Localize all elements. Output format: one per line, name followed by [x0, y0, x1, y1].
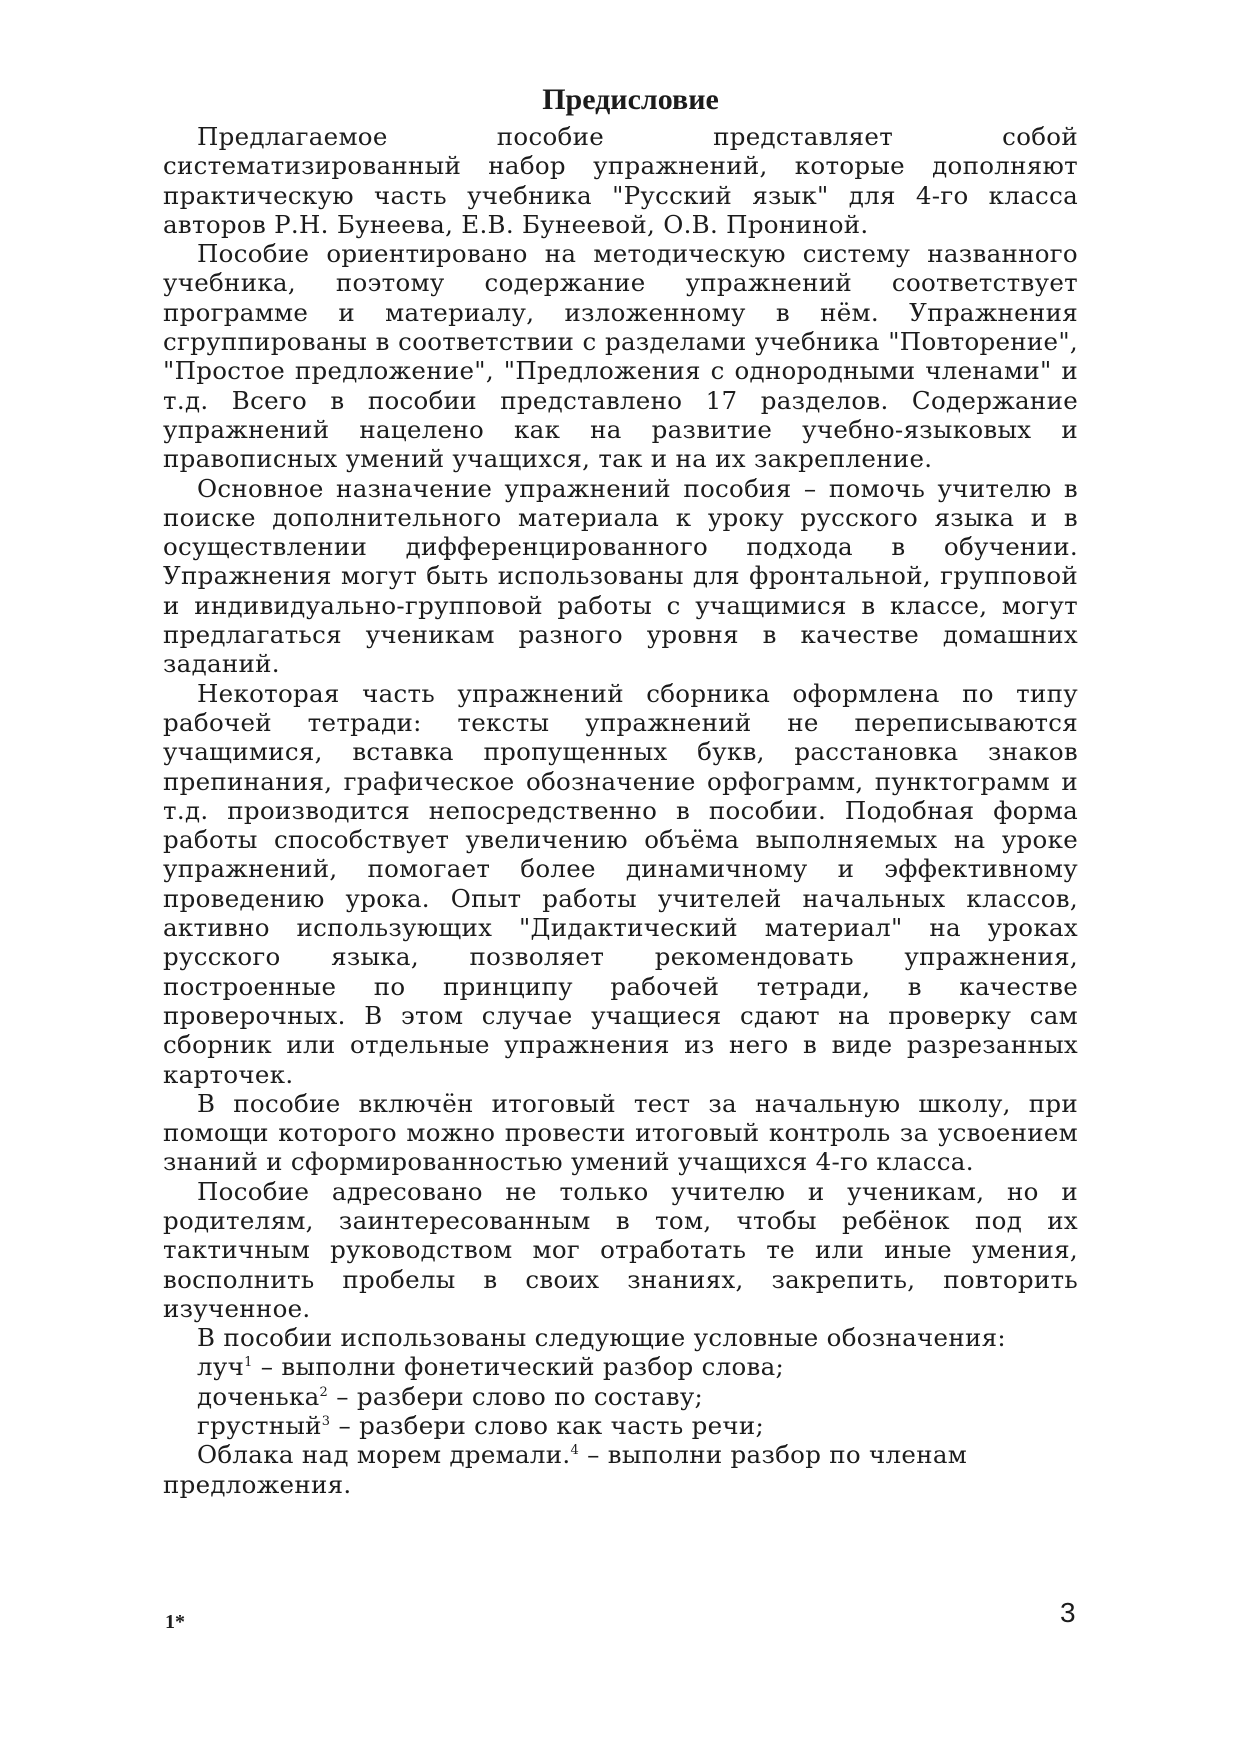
paragraph-7: В пособии использованы следующие условные обозначения:: [197, 1323, 1006, 1353]
legend-word: доченька: [197, 1381, 320, 1411]
legend-text: – разбери слово по составу;: [328, 1381, 704, 1411]
paragraph-5: В пособие включён итоговый тест за начальную школу, при помощи которого можно провести итоговый контроль за усвоением знаний и сформированностью умений учащихся 4-го класса.: [163, 1088, 1078, 1177]
paragraph-4: Некоторая часть упражнений сборника оформлена по типу рабочей тетради: тексты упражнений не переписываются учащимися, вставка пропущенных букв, расстановка знаков препинания, графическое обозначение орфограмм, пунктограмм и т.д. производится непосредственно в пособии. Подобная форма работы способствует увеличению объёма выполняемых на уроке упражнений, помогает более динамичному и эффективному проведению урока. Опыт работы учителей начальных классов, активно использующих "Дидактический материал" на уроках русского языка, позволяет рекомендовать упражнения, построенные по принципу рабочей тетради, в качестве проверочных. В этом случае учащиеся сдают на проверку сам сборник или отдельные упражнения из него в виде разрезанных карточек.: [163, 678, 1078, 1089]
page-title: Предисловие: [542, 83, 719, 116]
legend-text: – разбери слово как часть речи;: [330, 1411, 765, 1441]
paragraph-2: Пособие ориентировано на методическую систему названного учебника, поэтому содержание упражнений соответствует программе и материалу, изложенному в нём. Упражнения сгруппированы в соответствии с разделами учебника "Повторение", "Простое предложение", "Предложения с однородными членами" и т.д. Всего в пособии представлено 17 разделов. Содержание упражнений нацелено как на развитие учебно-языковых и правописных умений учащихся, так и на их закрепление.: [163, 239, 1078, 474]
legend-item: [163, 1382, 1078, 1411]
legend-item: [163, 1411, 1078, 1440]
paragraph-3: Основное назначение упражнений пособия – помочь учителю в поиске дополнительного материала к уроку русского языка и в осуществлении дифференцированного подхода в обучении. Упражнения могут быть использованы для фронтальной, групповой и индивидуально-групповой работы с учащимися в классе, могут предлагаться ученикам разного уровня в качестве домашних заданий.: [163, 473, 1078, 679]
legend-item: [163, 1440, 1078, 1499]
legend-word: луч: [197, 1352, 245, 1382]
legend-mark: 2: [319, 1384, 329, 1400]
legend-mark: 4: [570, 1443, 580, 1459]
page-number: 3: [1060, 1597, 1076, 1628]
legend-list: [163, 1352, 1078, 1498]
legend-mark: 3: [321, 1413, 331, 1429]
legend-word: грустный: [197, 1411, 322, 1441]
document-page: [163, 80, 1078, 1499]
signature-mark: 1*: [165, 1611, 185, 1633]
legend-mark: 1: [244, 1355, 253, 1371]
paragraph-6: Пособие адресовано не только учителю и ученикам, но и родителям, заинтересованным в том, чтобы ребёнок под их тактичным руководством мог отработать те или иные умения, восполнить пробелы в своих знаниях, закрепить, повторить изученное.: [163, 1176, 1078, 1323]
legend-text: – выполни разбор по членам предложения.: [163, 1440, 968, 1499]
legend-word: Облака над морем дремали.: [197, 1440, 571, 1470]
legend-item: [163, 1352, 1078, 1381]
legend-text: – выполни фонетический разбор слова;: [252, 1352, 785, 1382]
paragraph-1: Предлагаемое пособие представляет собой систематизированный набор упражнений, которые дополняют практическую часть учебника "Русский язык" для 4-го класса авторов Р.Н. Бунеева, Е.В. Бунеевой, О.В. Прониной.: [163, 122, 1078, 239]
